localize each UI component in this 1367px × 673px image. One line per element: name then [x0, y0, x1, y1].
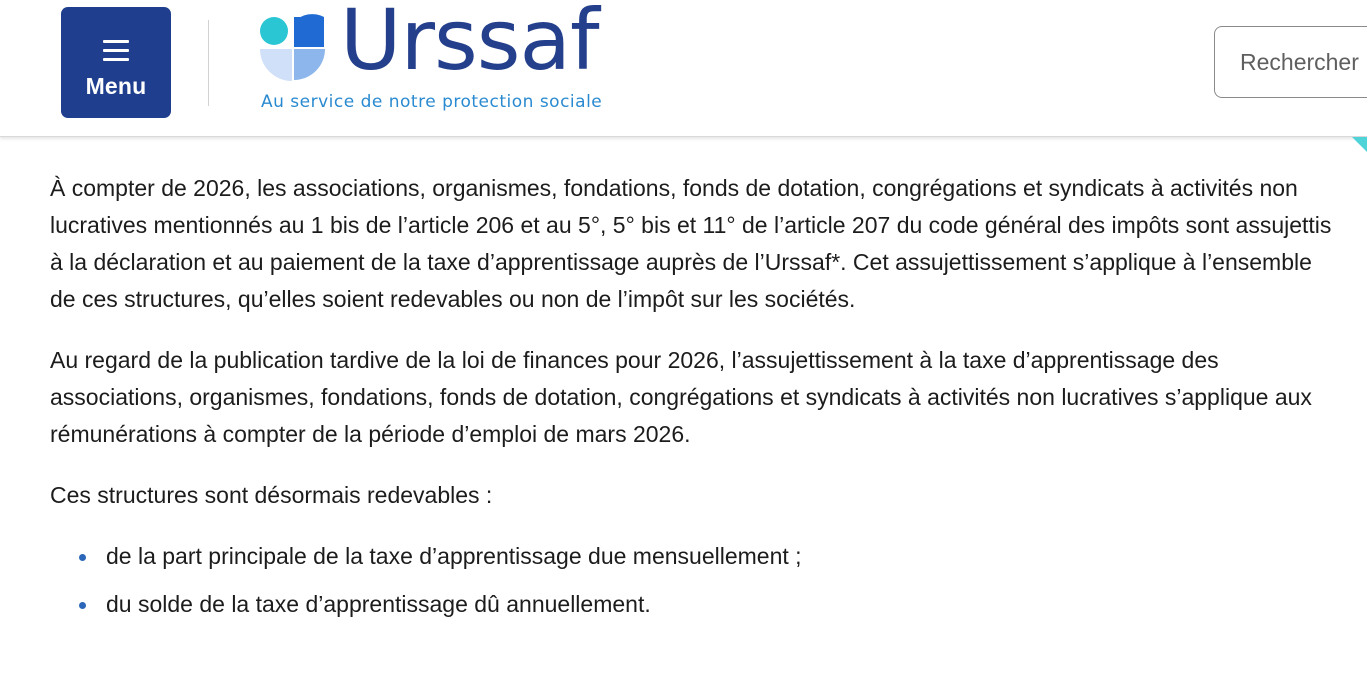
menu-label: Menu [85, 73, 147, 99]
site-header [0, 0, 1367, 137]
paragraph-timing: Au regard de la publication tardive de la loi de finances pour 2026, l’assujettissement à la taxe d’apprentissage des associations, organismes, fondations, fonds de dotation, congrégations et syndicats à activités non lucratives s’applique aux rémunérations à compter de la période d’emploi de mars 2026. [50, 347, 1312, 447]
list-item-text: du solde de la taxe d’apprentissage dû annuellement. [106, 591, 651, 617]
hamburger-icon [103, 40, 129, 62]
menu-button[interactable] [61, 7, 171, 118]
list-item [50, 586, 1340, 623]
paragraph-list-intro: Ces structures sont désormais redevables : [50, 482, 493, 508]
bullet-dot-icon [79, 554, 86, 561]
header-divider [208, 20, 209, 106]
list-item-text: de la part principale de la taxe d’apprentissage due mensuellement ; [106, 543, 802, 569]
logo-tagline: Au service de notre protection sociale [261, 92, 603, 112]
article-content [50, 170, 1340, 634]
corner-accent [1352, 137, 1367, 152]
search-box [1214, 26, 1367, 98]
urssaf-logo[interactable] [258, 0, 638, 122]
paragraph-intro: À compter de 2026, les associations, organismes, fondations, fonds de dotation, congrégations et syndicats à activités non lucratives mentionnés au 1 bis de l’article 206 et au 5°, 5° bis et 11° de l’article 207 du code général des impôts sont assujettis à la déclaration et au paiement de la taxe d’apprentissage auprès de l’Urssaf*. Cet assujettissement s’applique à l’ensemble de ces structures, qu’elles soient redevables ou non de l’impôt sur les sociétés. [50, 175, 1332, 312]
list-item [50, 538, 1340, 575]
obligations-list [50, 538, 1340, 623]
urssaf-logo-mark-icon [258, 14, 328, 84]
logo-wordmark: Urssaf [340, 0, 599, 89]
bullet-dot-icon [79, 602, 86, 609]
search-input[interactable] [1215, 27, 1367, 97]
